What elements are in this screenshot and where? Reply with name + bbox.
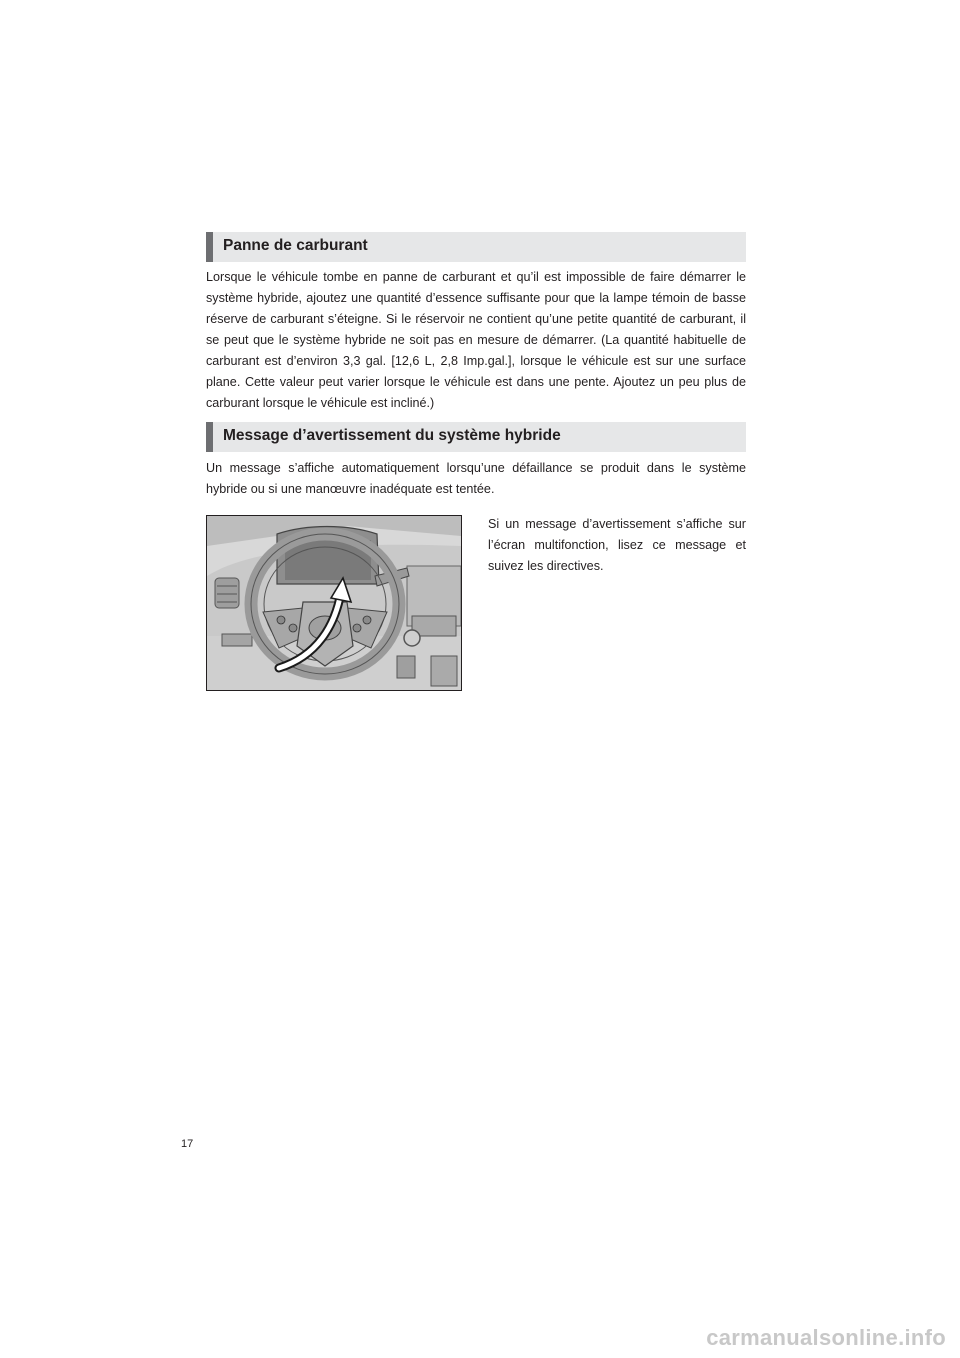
section-header-panne-de-carburant <box>206 232 746 262</box>
steering-wheel-illustration <box>207 516 461 690</box>
dashboard-illustration <box>206 515 462 691</box>
figure-caption: Si un message d’avertissement s’affiche sur l’écran multifonction, lisez ce message et suivez les directives. <box>488 517 746 573</box>
page-number: 17 <box>181 1138 194 1150</box>
section-body-message-avertissement: Un message s’affiche automatiquement lorsqu’une défaillance se produit dans le système hybride ou si une manœuvre inadéquate est tentée. <box>206 461 746 496</box>
section-body-panne-de-carburant: Lorsque le véhicule tombe en panne de carburant et qu’il est impossible de faire démarrer le système hybride, ajoutez une quantité d’essence suffisante pour que la lampe témoin de basse réserve de carburant s’éteigne. Si le réservoir ne contient qu’une petite quantité de carburant, il se peut que le système hybride ne soit pas en mesure de démarrer. (La quantité habituelle de carburant est d’environ 3,3 gal. [12,6 L, 2,8 Imp.gal.], lorsque le véhicule est sur une surface plane. Cette valeur peut varier lorsque le véhicule est dans une pente. Ajoutez un peu plus de carburant lorsque le véhicule est incliné.) <box>206 270 746 410</box>
watermark: carmanualsonline.info <box>706 1325 946 1350</box>
section-header-message-avertissement <box>206 422 746 452</box>
section-title: Panne de carburant <box>223 237 368 254</box>
section-title: Message d’avertissement du système hybride <box>223 427 561 444</box>
